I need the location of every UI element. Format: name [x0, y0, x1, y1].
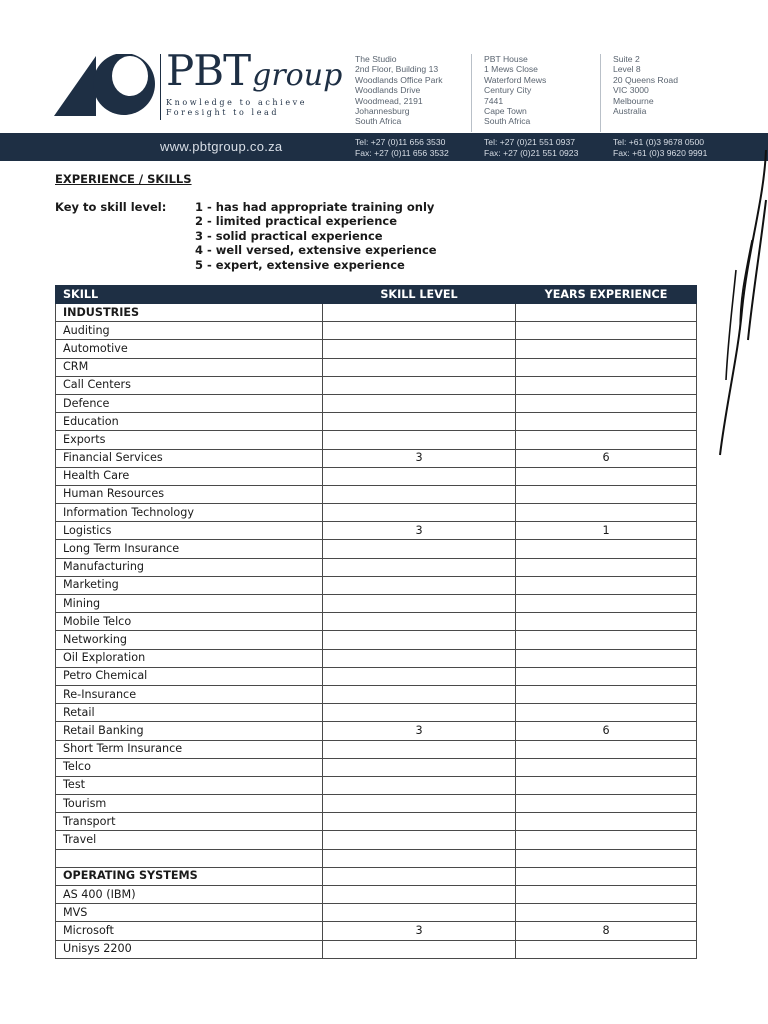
table-row: [56, 394, 697, 412]
skill-cell: Education: [56, 413, 323, 431]
skill-key-item: 1 - has had appropriate training only: [195, 200, 435, 214]
skill-cell: AS 400 (IBM): [56, 886, 323, 904]
skill-cell: Marketing: [56, 576, 323, 594]
years-experience-cell: [516, 940, 697, 958]
skills-table: [55, 285, 697, 959]
table-row: [56, 940, 697, 958]
address-line: Woodmead, 2191: [355, 95, 423, 106]
table-row: [56, 886, 697, 904]
table-row: [56, 922, 697, 940]
address-line: Melbourne: [613, 95, 654, 106]
years-experience-cell: [516, 667, 697, 685]
address-separator: [471, 54, 472, 132]
skill-cell: Microsoft: [56, 922, 323, 940]
tel: Tel: +27 (0)21 551 0937: [484, 137, 576, 147]
table-row: [56, 595, 697, 613]
table-row: [56, 649, 697, 667]
skill-cell: Exports: [56, 431, 323, 449]
table-group-row: [56, 867, 697, 885]
skill-level-cell: [323, 758, 516, 776]
contact-melbourne: [613, 137, 707, 159]
skill-key-item: 4 - well versed, extensive experience: [195, 243, 437, 258]
contact-cape-town: [484, 137, 578, 159]
years-experience-cell: [516, 849, 697, 867]
skill-cell: Long Term Insurance: [56, 540, 323, 558]
table-row: [56, 340, 697, 358]
skill-cell: Mining: [56, 595, 323, 613]
skill-level-cell: [323, 740, 516, 758]
tagline: [166, 98, 307, 118]
table-row: [56, 358, 697, 376]
table-group-row: [56, 304, 697, 322]
address-line: 20 Queens Road: [613, 74, 678, 85]
skill-cell: Tourism: [56, 795, 323, 813]
table-row: [56, 849, 697, 867]
skill-cell: Human Resources: [56, 485, 323, 503]
years-experience-cell: [516, 485, 697, 503]
years-experience-cell: [516, 613, 697, 631]
table-row: [56, 722, 697, 740]
years-experience-cell: [516, 467, 697, 485]
years-experience-cell: [516, 813, 697, 831]
skill-level-cell: [323, 667, 516, 685]
skill-level-cell: [323, 613, 516, 631]
table-row: [56, 449, 697, 467]
header-skill: SKILL: [56, 286, 323, 304]
table-row: [56, 558, 697, 576]
table-row: [56, 540, 697, 558]
address-line: 7441: [484, 95, 504, 106]
skill-level-cell: [323, 504, 516, 522]
skill-cell: Mobile Telco: [56, 613, 323, 631]
handwritten-scribble-icon: [712, 140, 768, 460]
table-row: [56, 522, 697, 540]
skill-cell: Information Technology: [56, 504, 323, 522]
skill-level-cell: [323, 631, 516, 649]
skill-level-cell: [323, 940, 516, 958]
skill-level-cell: [323, 795, 516, 813]
skill-level-cell: [323, 886, 516, 904]
address-line: Waterford Mews: [484, 74, 547, 85]
address-line: Australia: [613, 106, 647, 117]
table-row: [56, 322, 697, 340]
table-header-row: [56, 286, 697, 304]
section-title: EXPERIENCE / SKILLS: [55, 172, 192, 186]
years-experience-cell: [516, 649, 697, 667]
contact-johannesburg: [355, 137, 449, 159]
pbt-logo-icon: [54, 54, 156, 118]
years-experience-cell: [516, 795, 697, 813]
skill-level-cell: 3: [323, 922, 516, 940]
address-line: The Studio: [355, 54, 397, 64]
skill-level-cell: [323, 322, 516, 340]
skill-key-item: 2 - limited practical experience: [195, 214, 398, 229]
years-experience-cell: [516, 376, 697, 394]
skill-key-item: 5 - expert, extensive experience: [195, 257, 405, 272]
skill-cell: MVS: [56, 904, 323, 922]
skill-cell: OPERATING SYSTEMS: [56, 867, 323, 885]
table-row: [56, 795, 697, 813]
skill-cell: Logistics: [56, 522, 323, 540]
address-line: 1 Mews Close: [484, 64, 538, 75]
skill-cell: Networking: [56, 631, 323, 649]
skill-cell: Short Term Insurance: [56, 740, 323, 758]
skill-level-cell: [323, 467, 516, 485]
years-experience-cell: [516, 504, 697, 522]
skill-level-cell: [323, 685, 516, 703]
address-line: VIC 3000: [613, 85, 649, 96]
years-experience-cell: 1: [516, 522, 697, 540]
skill-level-cell: [323, 394, 516, 412]
skill-level-cell: [323, 904, 516, 922]
skill-cell: Retail Banking: [56, 722, 323, 740]
years-experience-cell: [516, 685, 697, 703]
years-experience-cell: [516, 576, 697, 594]
skill-cell: Retail: [56, 704, 323, 722]
skill-level-cell: [323, 413, 516, 431]
address-line: Woodlands Office Park: [355, 74, 443, 85]
skill-level-cell: [323, 431, 516, 449]
logo-divider: [160, 54, 161, 120]
years-experience-cell: [516, 740, 697, 758]
address-separator: [600, 54, 601, 132]
address-line: Johannesburg: [355, 106, 410, 117]
skill-cell: Manufacturing: [56, 558, 323, 576]
skill-cell: Travel: [56, 831, 323, 849]
header-years-experience: YEARS EXPERIENCE: [516, 286, 697, 304]
years-experience-cell: [516, 867, 697, 885]
fax: Fax: +27 (0)11 656 3532: [355, 148, 449, 158]
skill-cell: Unisys 2200: [56, 940, 323, 958]
tel: Tel: +61 (0)3 9678 0500: [613, 137, 705, 147]
years-experience-cell: [516, 540, 697, 558]
table-row: [56, 758, 697, 776]
address-line: Level 8: [613, 64, 641, 75]
years-experience-cell: [516, 758, 697, 776]
table-row: [56, 831, 697, 849]
years-experience-cell: [516, 776, 697, 794]
header-skill-level: SKILL LEVEL: [323, 286, 516, 304]
address-line: Century City: [484, 85, 532, 96]
years-experience-cell: [516, 394, 697, 412]
office-address-cape-town: [484, 54, 546, 127]
skill-key-label: Key to skill level:: [55, 200, 167, 214]
years-experience-cell: [516, 304, 697, 322]
table-row: [56, 485, 697, 503]
years-experience-cell: [516, 886, 697, 904]
years-experience-cell: [516, 322, 697, 340]
years-experience-cell: [516, 358, 697, 376]
brand-script: group: [252, 58, 343, 93]
table-row: [56, 685, 697, 703]
skill-cell: Defence: [56, 394, 323, 412]
skill-level-cell: [323, 867, 516, 885]
fax: Fax: +61 (0)3 9620 9991: [613, 148, 708, 158]
years-experience-cell: [516, 340, 697, 358]
address-line: Cape Town: [484, 106, 527, 117]
office-address-johannesburg: [355, 54, 443, 127]
years-experience-cell: [516, 704, 697, 722]
table-row: [56, 776, 697, 794]
address-line: PBT House: [484, 54, 528, 64]
table-row: [56, 704, 697, 722]
years-experience-cell: 6: [516, 722, 697, 740]
skill-level-cell: [323, 595, 516, 613]
table-row: [56, 431, 697, 449]
skill-cell: Re-Insurance: [56, 685, 323, 703]
years-experience-cell: [516, 831, 697, 849]
skill-level-cell: [323, 340, 516, 358]
letterhead: [0, 0, 768, 162]
tagline-line-1: Knowledge to achieve: [166, 98, 308, 107]
skill-level-cell: [323, 558, 516, 576]
address-line: South Africa: [355, 116, 402, 127]
table-row: [56, 904, 697, 922]
skill-level-cell: [323, 540, 516, 558]
skill-level-cell: [323, 485, 516, 503]
years-experience-cell: [516, 431, 697, 449]
skill-level-cell: 3: [323, 449, 516, 467]
skill-cell: Transport: [56, 813, 323, 831]
skill-cell: Call Centers: [56, 376, 323, 394]
table-row: [56, 467, 697, 485]
skill-level-cell: [323, 649, 516, 667]
table-row: [56, 613, 697, 631]
years-experience-cell: 8: [516, 922, 697, 940]
skill-level-cell: [323, 831, 516, 849]
skill-cell: Auditing: [56, 322, 323, 340]
address-line: 2nd Floor, Building 13: [355, 64, 439, 75]
skill-level-cell: 3: [323, 722, 516, 740]
years-experience-cell: [516, 631, 697, 649]
skills-table-body: [56, 304, 697, 959]
skill-cell: Petro Chemical: [56, 667, 323, 685]
tagline-line-2: Foresight to lead: [166, 108, 280, 117]
table-row: [56, 631, 697, 649]
table-row: [56, 740, 697, 758]
website-link[interactable]: www.pbtgroup.co.za: [160, 139, 283, 154]
table-row: [56, 667, 697, 685]
office-address-melbourne: [613, 54, 678, 116]
skill-level-cell: [323, 704, 516, 722]
skill-level-cell: [323, 813, 516, 831]
skill-cell: CRM: [56, 358, 323, 376]
years-experience-cell: [516, 413, 697, 431]
skill-level-cell: [323, 776, 516, 794]
table-row: [56, 376, 697, 394]
skill-cell: Oil Exploration: [56, 649, 323, 667]
skill-cell: Test: [56, 776, 323, 794]
tel: Tel: +27 (0)11 656 3530: [355, 137, 446, 147]
fax: Fax: +27 (0)21 551 0923: [484, 148, 579, 158]
table-row: [56, 413, 697, 431]
skill-level-cell: [323, 849, 516, 867]
skill-key-item: 3 - solid practical experience: [195, 228, 383, 243]
table-row: [56, 576, 697, 594]
skill-level-cell: 3: [323, 522, 516, 540]
address-line: Woodlands Drive: [355, 85, 421, 96]
table-row: [56, 504, 697, 522]
skill-cell: [56, 849, 323, 867]
brand-name: [166, 48, 342, 94]
skill-cell: Financial Services: [56, 449, 323, 467]
skill-level-cell: [323, 358, 516, 376]
skill-cell: Health Care: [56, 467, 323, 485]
years-experience-cell: 6: [516, 449, 697, 467]
address-line: South Africa: [484, 116, 531, 127]
skill-key-list: [195, 200, 437, 272]
years-experience-cell: [516, 595, 697, 613]
skill-level-cell: [323, 576, 516, 594]
address-line: Suite 2: [613, 54, 640, 64]
years-experience-cell: [516, 904, 697, 922]
brand-main: PBT: [166, 46, 251, 95]
skill-level-cell: [323, 376, 516, 394]
skill-cell: Automotive: [56, 340, 323, 358]
years-experience-cell: [516, 558, 697, 576]
skill-cell: INDUSTRIES: [56, 304, 323, 322]
skill-level-cell: [323, 304, 516, 322]
skill-cell: Telco: [56, 758, 323, 776]
table-row: [56, 813, 697, 831]
